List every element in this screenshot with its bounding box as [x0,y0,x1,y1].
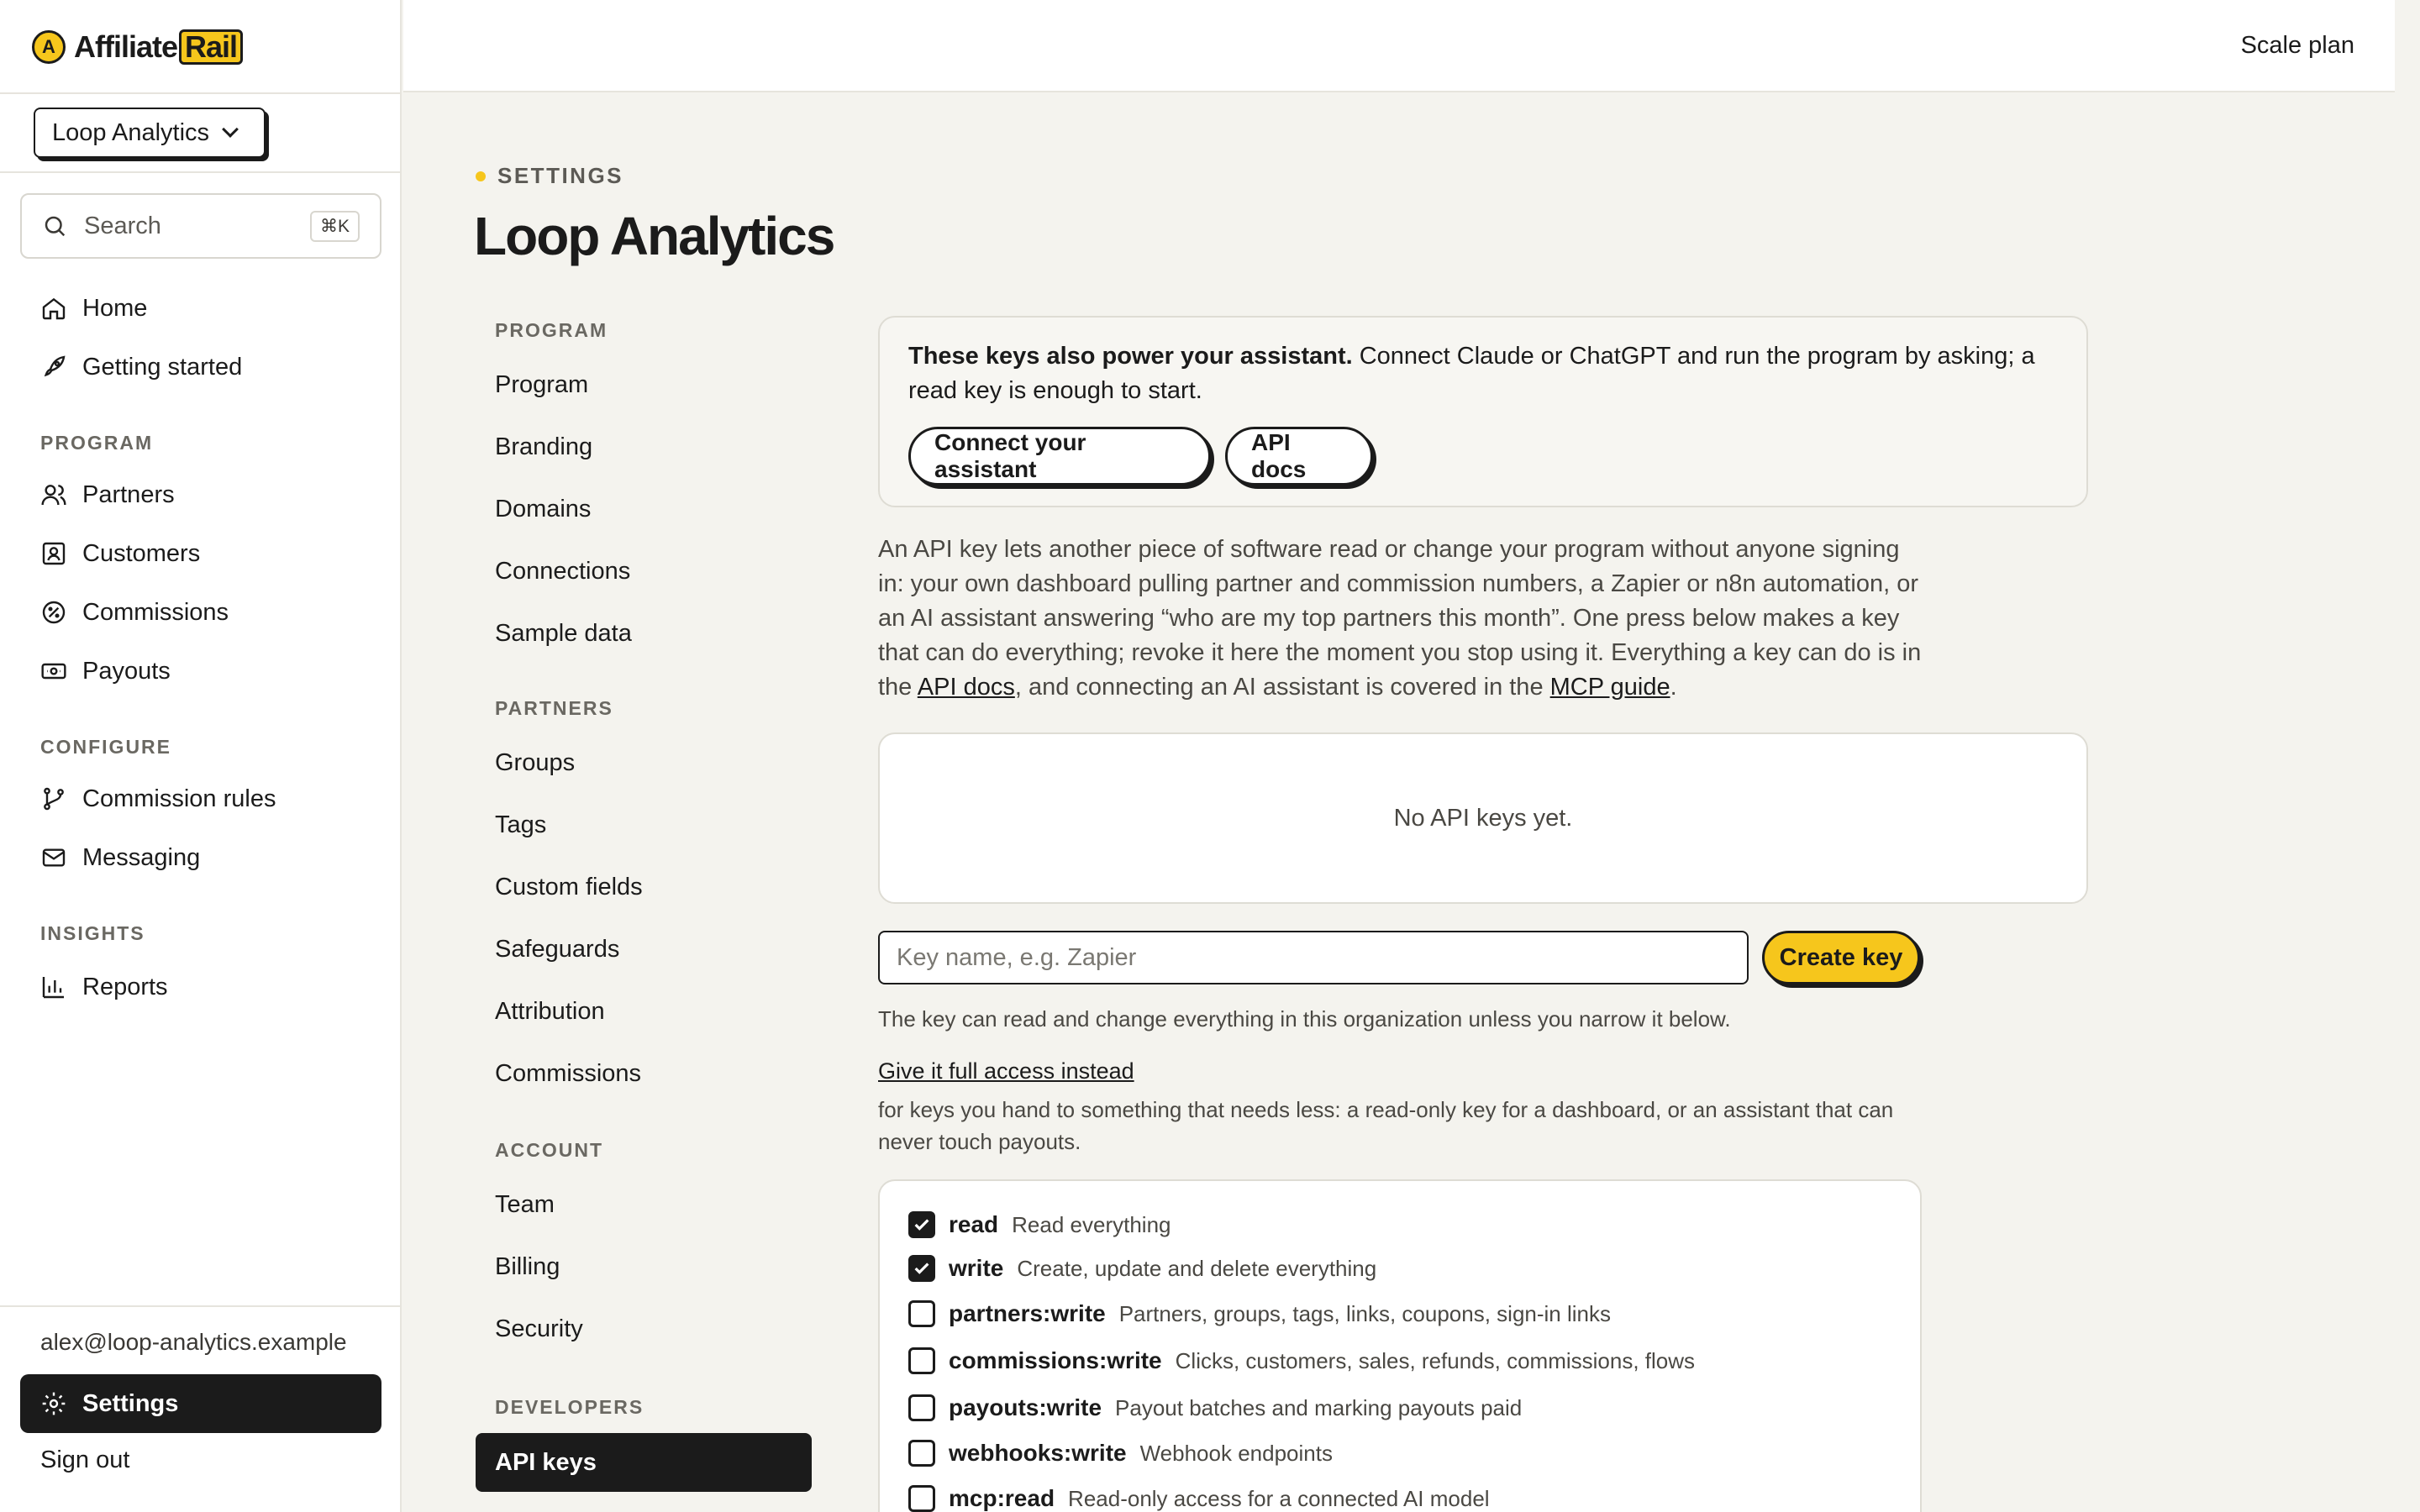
brand-name-b: Rail [179,29,243,65]
sidebar [0,0,402,1512]
check-icon [913,1259,931,1278]
nav-messaging[interactable] [40,837,200,878]
customer-icon [40,540,67,567]
mail-icon [40,844,67,871]
section-program: PROGRAM [40,432,154,454]
subnav-section-partners: PARTNERS [495,697,613,719]
scope-commissions-write[interactable] [908,1347,1695,1374]
nav-settings[interactable] [20,1374,381,1433]
nav-commission-rules[interactable] [40,779,276,819]
checkbox[interactable] [908,1394,935,1421]
checkbox[interactable] [908,1485,935,1512]
intro-part: . [1670,674,1677,701]
home-icon [40,295,67,322]
scope-payouts-write[interactable] [908,1394,1522,1421]
dot-icon [476,171,486,181]
scope-partners-write[interactable] [908,1300,1611,1327]
subnav-sample-data[interactable]: Sample data [495,620,632,647]
org-name: Loop Analytics [52,118,210,146]
eyebrow-label: SETTINGS [497,163,624,188]
gear-icon [40,1390,67,1417]
checkbox-checked[interactable] [908,1211,935,1238]
checkbox[interactable] [908,1347,935,1374]
page-title: Loop Analytics [474,206,834,266]
scope-name: read [949,1211,999,1237]
scope-name: mcp:read [949,1485,1055,1511]
brand-name-a: Affiliate [74,29,178,64]
subnav-safeguards[interactable]: Safeguards [495,936,620,963]
payout-icon [40,658,67,685]
nav-commissions[interactable] [40,592,229,633]
subnav-attribution[interactable]: Attribution [495,998,605,1025]
nav-payouts[interactable] [40,651,171,691]
intro-part: An API key lets another piece of software read or change your program without anyone signing in: your own dashboard pulling partner and commission numbers, a Zapier or n8n automation, or an AI assistant answering “who are my top partners this month”. One press below makes a key that can do everything; revoke it here the moment you stop using it. Everything a key can do is in the [878,536,1922,701]
nav-getting-started[interactable] [40,347,242,387]
nav-reports[interactable] [40,967,168,1007]
nav-customers[interactable] [40,533,200,574]
connect-assistant-button[interactable]: Connect your assistant [908,427,1211,486]
scope-desc: Read-only access for a connected AI model [1068,1485,1490,1511]
nav-label: Customers [82,539,201,567]
commission-icon [40,599,67,626]
scope-name: write [949,1255,1004,1281]
scope-desc: Create, update and delete everything [1017,1255,1377,1281]
api-docs-link[interactable]: API docs [917,674,1015,701]
search-shortcut: ⌘K [310,211,360,242]
subnav-billing[interactable]: Billing [495,1253,560,1280]
scope-webhooks-write[interactable] [908,1440,1333,1467]
nav-label: Commissions [82,598,229,626]
scope-name: payouts:write [949,1394,1102,1420]
user-email: alex@loop-analytics.example [40,1329,347,1355]
search-button[interactable] [20,193,381,259]
mcp-guide-link[interactable]: MCP guide [1549,674,1670,701]
subnav-branding[interactable]: Branding [495,433,593,460]
subnav-api-keys[interactable]: API keys [476,1433,812,1492]
assistant-callout [878,316,2088,507]
full-access-link[interactable]: Give it full access instead [878,1058,1134,1084]
intro-part: , and connecting an AI assistant is covered in the [1014,674,1550,701]
subnav-program[interactable]: Program [495,371,589,398]
scope-desc: Webhook endpoints [1139,1440,1333,1466]
scope-name: commissions:write [949,1347,1162,1373]
scope-desc: Clicks, customers, sales, refunds, commissions, flows [1175,1347,1696,1373]
full-access-description: for keys you hand to something that needs less: a read-only key for a dashboard, or an assistant that can never touch payouts. [878,1097,1894,1154]
chevron-down-icon [222,121,239,138]
nav-label: Reports [82,973,168,1000]
chart-icon [40,974,67,1000]
plan-badge[interactable]: Scale plan [2240,32,2354,59]
checkbox[interactable] [908,1440,935,1467]
subnav-custom-fields[interactable]: Custom fields [495,874,643,900]
subnav-groups[interactable]: Groups [495,749,576,776]
callout-text [908,339,2068,408]
search-label: Search [84,212,161,239]
divider [0,92,402,94]
checkbox[interactable] [908,1300,935,1327]
section-insights: INSIGHTS [40,922,145,944]
scope-name: partners:write [949,1300,1106,1326]
create-hint: The key can read and change everything in this organization unless you narrow it below. [878,1006,1731,1032]
topbar [403,0,2395,92]
scope-write[interactable] [908,1255,1376,1282]
callout-body: Connect Claude or ChatGPT and run the program by asking; a read key is enough to start. [908,343,2035,404]
check-icon [913,1215,931,1234]
users-icon [40,481,67,508]
checkbox-checked[interactable] [908,1255,935,1282]
branch-icon [40,785,67,812]
nav-label: Commission rules [82,785,276,812]
rocket-icon [40,354,67,381]
nav-label: Settings [82,1389,179,1417]
divider [0,1305,402,1307]
subnav-domains[interactable]: Domains [495,496,592,522]
divider [0,171,402,173]
search-icon [42,213,67,239]
subnav-connections[interactable]: Connections [495,558,631,585]
nav-home[interactable] [40,288,147,328]
api-intro-text [878,533,1928,705]
key-name-input[interactable] [878,931,1749,984]
logo-mark-icon: A [32,30,66,64]
scope-read[interactable] [908,1211,1171,1238]
sign-out-link[interactable]: Sign out [40,1446,130,1473]
scope-name: webhooks:write [949,1440,1127,1466]
scope-desc: Partners, groups, tags, links, coupons, sign-in links [1118,1300,1611,1326]
subnav-team[interactable]: Team [495,1191,555,1218]
scope-list [878,1179,1922,1512]
subnav-security[interactable]: Security [495,1315,583,1342]
nav-label: Partners [82,480,175,508]
subnav-commissions[interactable]: Commissions [495,1060,642,1087]
scope-desc: Payout batches and marking payouts paid [1115,1394,1523,1420]
section-configure: CONFIGURE [40,736,171,758]
scope-desc: Read everything [1012,1211,1171,1237]
nav-label: Payouts [82,657,171,685]
api-keys-empty-state: No API keys yet. [878,732,2088,904]
nav-label: Home [82,294,148,322]
callout-bold: These keys also power your assistant. [908,343,1353,370]
nav-label: Messaging [82,843,201,871]
create-key-button[interactable]: Create key [1762,931,1920,984]
subnav-section-account: ACCOUNT [495,1139,603,1161]
api-docs-button[interactable]: API docs [1225,427,1373,486]
nav-partners[interactable] [40,475,175,515]
page-eyebrow [476,163,623,189]
org-switcher[interactable] [34,108,266,158]
subnav-tags[interactable]: Tags [495,811,547,838]
subnav-section-program: PROGRAM [495,319,608,341]
brand-logo[interactable] [32,29,243,66]
nav-label: Getting started [82,353,243,381]
scope-mcp-read[interactable] [908,1485,1490,1512]
subnav-section-developers: DEVELOPERS [495,1396,644,1418]
